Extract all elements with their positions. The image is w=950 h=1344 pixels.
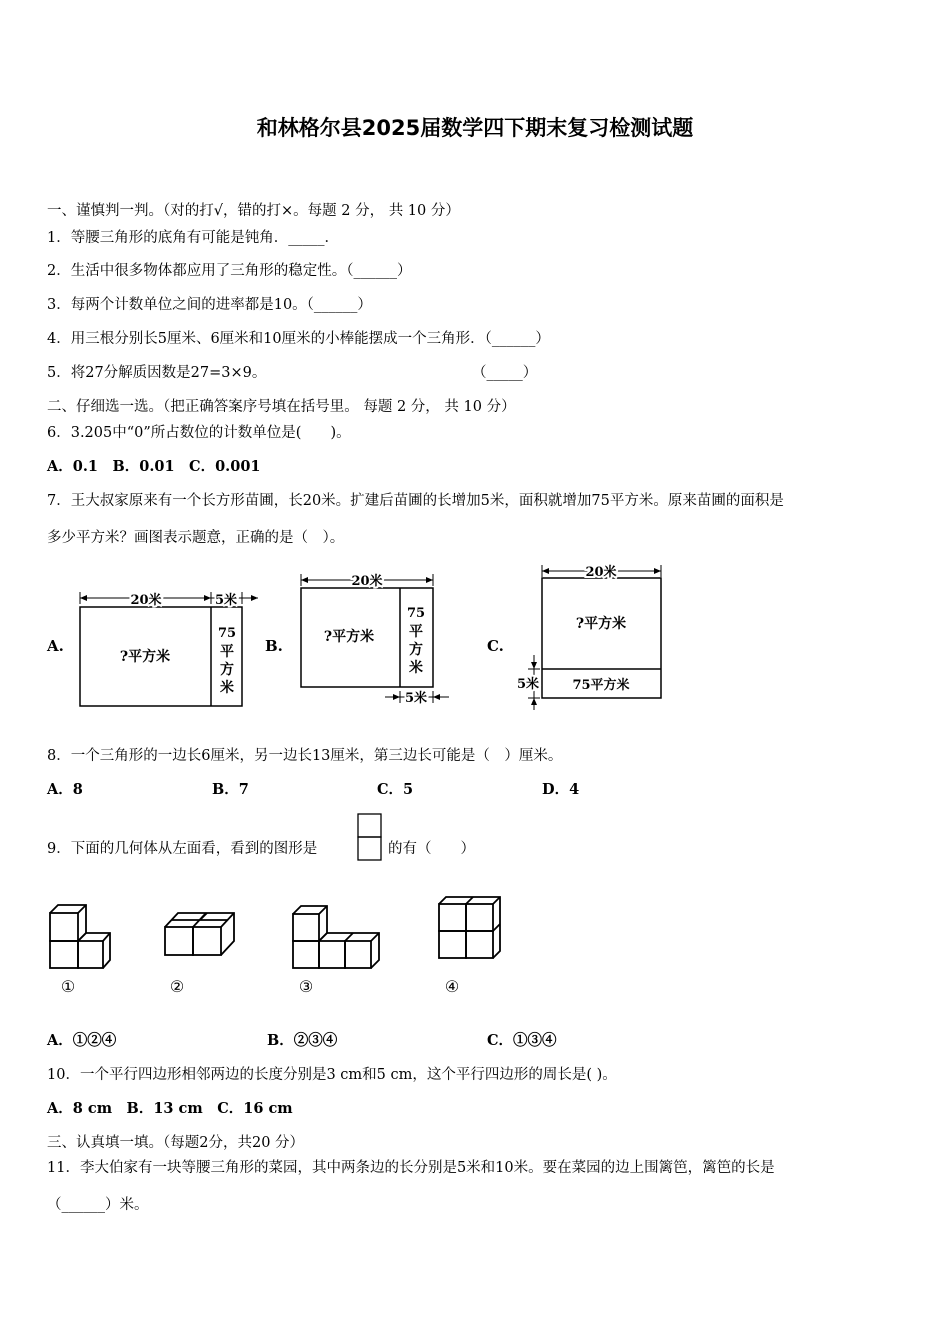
figure-b-side-1: 75 xyxy=(406,606,426,621)
question-9-text-end: 的有（ ） xyxy=(388,841,475,857)
figure-b-side-3: 方 xyxy=(409,642,423,658)
figure-c-left-length: 5米 xyxy=(516,677,540,692)
figure-c-area: ?平方米 xyxy=(575,616,627,632)
figure-a xyxy=(80,592,258,706)
question-9-option-c: C．①③④ xyxy=(487,1032,557,1049)
section-3-header: 三、认真填一填。（每题2分，共20 分） xyxy=(47,1135,305,1151)
figure-a-side-2: 平 xyxy=(220,644,234,660)
question-6-options: A．0.1 B．0.01 C．0.001 xyxy=(47,458,261,475)
question-10-options: A．8 cm B．13 cm C．16 cm xyxy=(47,1100,293,1117)
question-9-figures xyxy=(0,890,950,1005)
question-9-text: 9．下面的几何体从左面看，看到的图形是 xyxy=(47,841,318,857)
question-8: 8．一个三角形的一边长6厘米，另一边长13厘米，第三边长可能是（ ）厘米。 xyxy=(47,748,563,764)
question-5-blank: （_____） xyxy=(472,365,538,381)
question-8-option-d: D．4 xyxy=(542,781,580,798)
solid-1-label: ① xyxy=(60,977,76,996)
figure-a-side-3: 方 xyxy=(220,662,234,678)
figure-c-label: C. xyxy=(487,637,504,655)
question-8-option-c: C．5 xyxy=(377,781,414,798)
question-3: 3．每两个计数单位之间的进率都是10。（______） xyxy=(47,297,372,313)
figure-c xyxy=(517,564,661,710)
solid-1 xyxy=(50,905,110,968)
figure-c-bottom-area: 75平方米 xyxy=(572,678,630,693)
solid-4 xyxy=(439,897,500,958)
question-8-option-b: B．7 xyxy=(212,781,249,798)
figure-b-bottom-length: 5米 xyxy=(404,691,428,706)
figure-a-side-4: 米 xyxy=(220,680,234,696)
solid-2-label: ② xyxy=(169,977,185,996)
two-square-stack-icon xyxy=(357,813,383,863)
question-10: 10．一个平行四边形相邻两边的长度分别是3 cm和5 cm，这个平行四边形的周长是( )。 xyxy=(47,1067,617,1083)
figure-b-top-length: 20米 xyxy=(351,574,383,589)
question-8-option-a: A．8 xyxy=(47,781,83,798)
solid-3-label: ③ xyxy=(298,977,314,996)
question-2: 2．生活中很多物体都应用了三角形的稳定性。（______） xyxy=(47,263,412,279)
figure-a-side-1: 75 xyxy=(217,626,237,641)
figure-b-side-4: 米 xyxy=(409,660,423,676)
figure-a-area: ?平方米 xyxy=(119,649,171,665)
solid-2 xyxy=(165,913,234,955)
figure-b-side-2: 平 xyxy=(409,624,423,640)
figure-c-top-length: 20米 xyxy=(585,565,617,580)
question-7-line-2: 多少平方米？画图表示题意，正确的是（ ）。 xyxy=(47,530,345,546)
question-11-line-1: 11．李大伯家有一块等腰三角形的菜园，其中两条边的长分别是5米和10米。要在菜园的边上围篱笆，篱笆的长是 xyxy=(47,1160,775,1176)
figure-a-top-length: 20米 xyxy=(130,593,162,608)
figure-a-top-extra: 5米 xyxy=(214,593,238,608)
question-9-option-b: B．②③④ xyxy=(267,1032,338,1049)
solid-4-label: ④ xyxy=(444,977,460,996)
question-1: 1．等腰三角形的底角有可能是钝角．_____． xyxy=(47,230,339,246)
figure-b xyxy=(301,573,449,706)
solid-3 xyxy=(293,906,379,968)
question-4: 4．用三根分别长5厘米、6厘米和10厘米的小棒能摆成一个三角形．（______） xyxy=(47,331,550,347)
page-title: 和林格尔县2025届数学四下期末复习检测试题 xyxy=(256,116,694,140)
question-6: 6．3.205中“0”所占数位的计数单位是( )。 xyxy=(47,425,351,441)
section-2-header: 二、仔细选一选。（把正确答案序号填在括号里。 每题 2 分， 共 10 分） xyxy=(47,399,516,415)
question-9-option-a: A．①②④ xyxy=(47,1032,117,1049)
figure-b-area: ?平方米 xyxy=(323,629,375,645)
question-7-line-1: 7．王大叔家原来有一个长方形苗圃，长20米。扩建后苗圃的长增加5米，面积就增加75平方米。原来苗圃的面积是 xyxy=(47,493,784,509)
question-5: 5．将27分解质因数是27=3×9。 xyxy=(47,365,267,381)
section-1-header: 一、谨慎判一判。（对的打√，错的打×。每题 2 分， 共 10 分） xyxy=(47,203,460,219)
figure-a-label: A. xyxy=(47,637,64,655)
figure-b-label: B. xyxy=(265,637,283,655)
question-11-line-2: （______）米。 xyxy=(47,1197,149,1213)
